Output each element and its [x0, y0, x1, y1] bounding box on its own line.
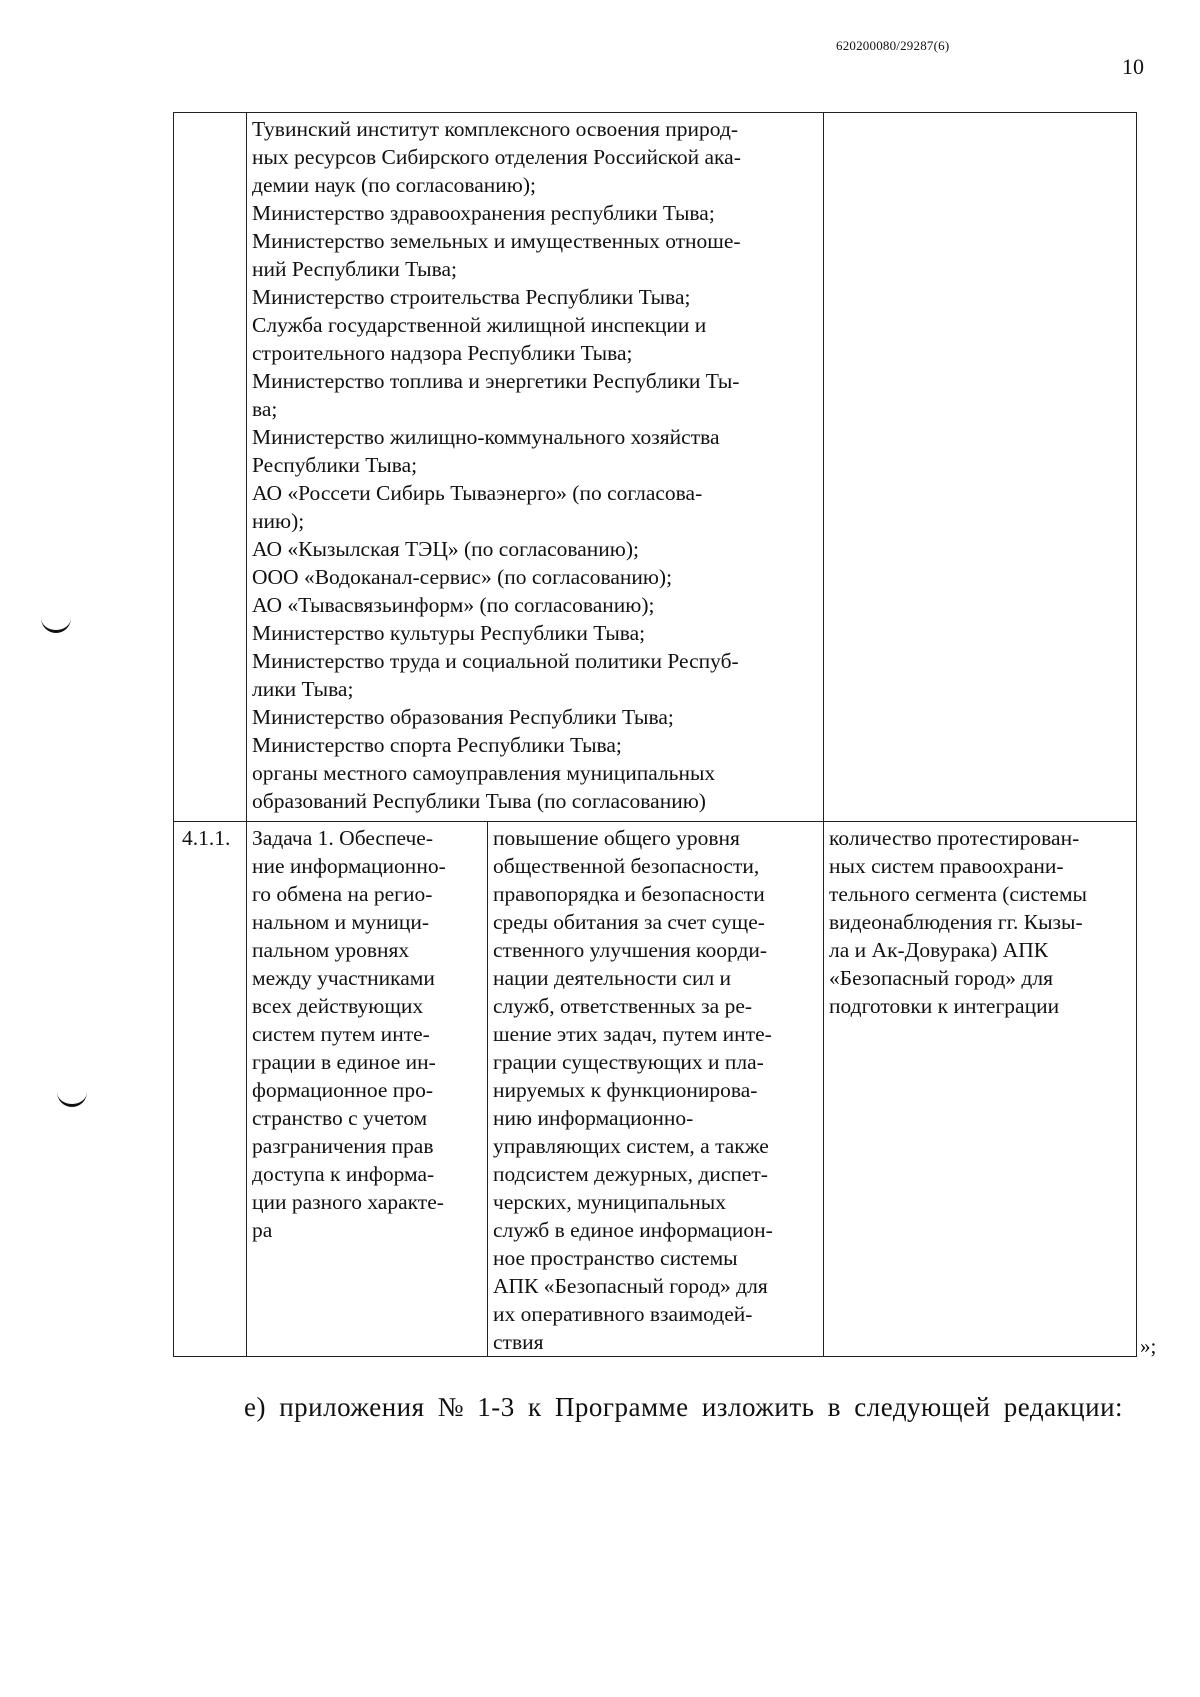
executor-line: Министерство образования Республики Тыва; — [252, 705, 674, 729]
result-line: АПК «Безопасный город» для — [493, 1274, 768, 1298]
executor-line: ний Республики Тыва; — [252, 257, 458, 281]
result-line: правопорядка и безопасности — [493, 882, 765, 906]
executor-line: ных ресурсов Сибирского отделения Российской ака- — [252, 145, 741, 169]
result-line: общественной безопасности, — [493, 854, 760, 878]
executor-line: Тувинский институт комплексного освоения природ- — [252, 117, 739, 141]
executor-line: Министерство топлива и энергетики Республики Ты- — [252, 369, 740, 393]
task-text — [252, 824, 483, 1244]
result-line: шение этих задач, путем инте- — [493, 1022, 772, 1046]
executors-list — [252, 115, 819, 815]
task-line: грации в единое ин- — [252, 1050, 436, 1074]
executor-line: Министерство строительства Республики Тыва; — [252, 285, 691, 309]
executor-line: органы местного самоуправления муниципальных — [252, 761, 716, 785]
task-line: го обмена на регио- — [252, 882, 433, 906]
result-line: нации деятельности сил и — [493, 966, 732, 990]
indicator-line: ла и Ак-Довурака) АПК — [829, 938, 1049, 962]
result-line: черских, муниципальных — [493, 1190, 726, 1214]
executor-line: демии наук (по согласованию); — [252, 173, 536, 197]
task-line: ции разного характе- — [252, 1190, 444, 1214]
page-number: 10 — [1122, 54, 1144, 79]
indicator-text — [829, 824, 1132, 1020]
task-line: формационное про- — [252, 1078, 433, 1102]
executor-line: АО «Тывасвязьинформ» (по согласованию); — [252, 593, 655, 617]
executor-line: ва; — [252, 397, 278, 421]
task-line: нальном и муници- — [252, 910, 430, 934]
table-row-task — [174, 822, 1137, 1357]
expected-result-text — [493, 824, 819, 1356]
cell-indicator-empty — [824, 113, 1137, 822]
task-line: Задача 1. Обеспече- — [252, 826, 433, 850]
result-line: грации существующих и пла- — [493, 1050, 764, 1074]
executor-line: Министерство спорта Республики Тыва; — [252, 733, 622, 757]
indicator-line: количество протестирован- — [829, 826, 1080, 850]
program-table — [173, 112, 1137, 1357]
executor-line: нию); — [252, 509, 305, 533]
indicator-line: видеонаблюдения гг. Кызы- — [829, 910, 1083, 934]
task-line: странство с учетом — [252, 1106, 428, 1130]
result-line: служб в единое информацион- — [493, 1218, 773, 1242]
executor-line: Министерство труда и социальной политики Респуб- — [252, 649, 739, 673]
executor-line: Министерство земельных и имущественных отноше- — [252, 229, 741, 253]
result-line: ное пространство системы — [493, 1246, 738, 1270]
cell-task-number: 4.1.1. — [174, 822, 247, 1357]
closing-quote: »; — [1140, 1334, 1157, 1358]
cell-indicator — [824, 822, 1137, 1357]
executor-line: ООО «Водоканал-сервис» (по согласованию); — [252, 565, 673, 589]
executor-line: АО «Кызылская ТЭЦ» (по согласованию); — [252, 537, 639, 561]
cell-expected-result — [488, 822, 824, 1357]
result-line: управляющих систем, а также — [493, 1134, 769, 1158]
result-line: нируемых к функционирова- — [493, 1078, 758, 1102]
cell-number-empty — [174, 113, 247, 822]
margin-mark — [41, 616, 71, 633]
result-line: служб, ответственных за ре- — [493, 994, 753, 1018]
executor-line: Министерство здравоохранения республики Тыва; — [252, 201, 715, 225]
result-line: ственного улучшения коорди- — [493, 938, 768, 962]
result-line: ствия — [493, 1330, 544, 1354]
executor-line: АО «Россети Сибирь Тываэнерго» (по согласова- — [252, 481, 703, 505]
table-row-executors — [174, 113, 1137, 822]
task-line: ние информационно- — [252, 854, 446, 878]
indicator-line: тельного сегмента (системы — [829, 882, 1088, 906]
executor-line: лики Тыва; — [252, 677, 354, 701]
executor-line: Республики Тыва; — [252, 453, 418, 477]
task-line: пальном уровнях — [252, 938, 410, 962]
result-line: повышение общего уровня — [493, 826, 740, 850]
executor-line: образований Республики Тыва (по согласованию) — [252, 789, 706, 813]
result-line: подсистем дежурных, диспет- — [493, 1162, 768, 1186]
indicator-line: ных систем правоохрани- — [829, 854, 1064, 878]
task-line: систем путем инте- — [252, 1022, 430, 1046]
cell-task — [247, 822, 488, 1357]
task-line: всех действующих — [252, 994, 424, 1018]
margin-mark — [57, 1090, 87, 1107]
edit-instruction: е) приложения № 1-3 к Программе изложить в следующей редакции: — [244, 1392, 1124, 1422]
executor-line: строительного надзора Республики Тыва; — [252, 341, 633, 365]
executor-line: Министерство жилищно-коммунального хозяйства — [252, 425, 720, 449]
result-line: среды обитания за счет суще- — [493, 910, 765, 934]
executor-line: Министерство культуры Республики Тыва; — [252, 621, 646, 645]
result-line: нию информационно- — [493, 1106, 694, 1130]
task-line: ра — [252, 1218, 273, 1242]
cell-executors — [247, 113, 824, 822]
document-id: 620200080/29287(6) — [836, 38, 950, 53]
executor-line: Служба государственной жилищной инспекции и — [252, 313, 707, 337]
indicator-line: «Безопасный город» для — [829, 966, 1053, 990]
task-line: доступа к информа- — [252, 1162, 435, 1186]
result-line: их оперативного взаимодей- — [493, 1302, 753, 1326]
indicator-line: подготовки к интеграции — [829, 994, 1060, 1018]
task-line: разграничения прав — [252, 1134, 434, 1158]
task-line: между участниками — [252, 966, 435, 990]
